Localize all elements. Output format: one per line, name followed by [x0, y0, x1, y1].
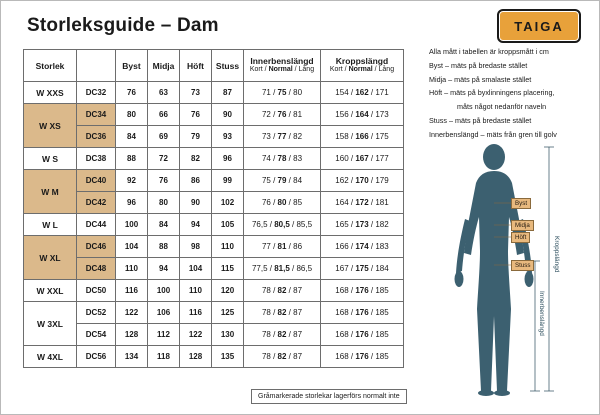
col-header-byst: Byst	[116, 50, 148, 82]
cell-dc: DC56	[77, 346, 116, 368]
cell-size-group: W XXS	[24, 82, 77, 104]
cell-innerbenslangd: 72 / 76 / 81	[244, 104, 321, 126]
cell-innerbenslangd: 74 / 78 / 83	[244, 148, 321, 170]
cell-stuss: 115	[212, 258, 244, 280]
col-header-kroppslangd-main: Kroppslängd	[335, 56, 389, 67]
cell-dc: DC44	[77, 214, 116, 236]
cell-hoft: 73	[180, 82, 212, 104]
cell-midja: 112	[148, 324, 180, 346]
cell-stuss: 87	[212, 82, 244, 104]
cell-innerbenslangd: 78 / 82 / 87	[244, 324, 321, 346]
cell-stuss: 130	[212, 324, 244, 346]
cell-stuss: 93	[212, 126, 244, 148]
cell-byst: 100	[116, 214, 148, 236]
measurement-notes	[429, 47, 597, 144]
cell-size-group: W 3XL	[24, 302, 77, 346]
cell-stuss: 125	[212, 302, 244, 324]
notes-intro: Alla mått i tabellen är kroppsmått i cm	[429, 47, 549, 56]
cell-stuss: 102	[212, 192, 244, 214]
cell-kroppslangd: 165 / 173 / 182	[321, 214, 404, 236]
cell-kroppslangd: 168 / 176 / 185	[321, 324, 404, 346]
cell-innerbenslangd: 77 / 81 / 86	[244, 236, 321, 258]
cell-kroppslangd: 162 / 170 / 179	[321, 170, 404, 192]
cell-dc: DC36	[77, 126, 116, 148]
cell-midja: 72	[148, 148, 180, 170]
note-byst: Byst – mäts på bredaste stället	[429, 60, 528, 70]
cell-byst: 128	[116, 324, 148, 346]
cell-dc: DC52	[77, 302, 116, 324]
cell-size-group: W L	[24, 214, 77, 236]
logo-text: TAIGA	[514, 18, 564, 34]
cell-hoft: 76	[180, 104, 212, 126]
col-header-innerbenslangd	[244, 50, 321, 82]
figure-label-byst: Byst	[511, 198, 531, 209]
cell-byst: 134	[116, 346, 148, 368]
cell-kroppslangd: 166 / 174 / 183	[321, 236, 404, 258]
cell-size-group: W S	[24, 148, 77, 170]
cell-innerbenslangd: 71 / 75 / 80	[244, 82, 321, 104]
col-header-innerbenslangd-sub: Kort / Normal / Lång	[249, 66, 315, 74]
cell-innerbenslangd: 75 / 79 / 84	[244, 170, 321, 192]
cell-midja: 94	[148, 258, 180, 280]
figure-label-midja: Midja	[511, 220, 534, 231]
cell-innerbenslangd: 77,5 / 81,5 / 86,5	[244, 258, 321, 280]
figure-label-kroppslangd: Kroppslängd	[553, 236, 560, 273]
cell-dc: DC54	[77, 324, 116, 346]
cell-kroppslangd: 164 / 172 / 181	[321, 192, 404, 214]
cell-byst: 92	[116, 170, 148, 192]
table-row	[24, 236, 404, 258]
cell-kroppslangd: 167 / 175 / 184	[321, 258, 404, 280]
table-row	[24, 346, 404, 368]
table-row	[24, 302, 404, 324]
cell-hoft: 104	[180, 258, 212, 280]
cell-hoft: 86	[180, 170, 212, 192]
cell-hoft: 110	[180, 280, 212, 302]
cell-kroppslangd: 158 / 166 / 175	[321, 126, 404, 148]
col-header-kroppslangd-sub: Kort / Normal / Lång	[329, 66, 395, 74]
note-innerbenslangd: Innerbenslängd – mäts från gren till golv	[429, 129, 557, 139]
cell-hoft: 94	[180, 214, 212, 236]
cell-midja: 100	[148, 280, 180, 302]
cell-size-group: W XS	[24, 104, 77, 148]
cell-dc: DC48	[77, 258, 116, 280]
cell-byst: 116	[116, 280, 148, 302]
cell-kroppslangd: 168 / 176 / 185	[321, 280, 404, 302]
col-header-innerbenslangd-main: Innerbenslängd	[250, 56, 314, 67]
cell-dc: DC38	[77, 148, 116, 170]
cell-midja: 69	[148, 126, 180, 148]
cell-stuss: 90	[212, 104, 244, 126]
col-header-hoft: Höft	[180, 50, 212, 82]
table-row	[24, 324, 404, 346]
cell-byst: 80	[116, 104, 148, 126]
cell-hoft: 90	[180, 192, 212, 214]
cell-midja: 63	[148, 82, 180, 104]
note-midja: Midja – mäts på smalaste stället	[429, 74, 532, 84]
cell-byst: 110	[116, 258, 148, 280]
cell-midja: 76	[148, 170, 180, 192]
note-stuss: Stuss – mäts på bredaste stället	[429, 115, 532, 125]
cell-dc: DC32	[77, 82, 116, 104]
cell-kroppslangd: 168 / 176 / 185	[321, 346, 404, 368]
cell-kroppslangd: 154 / 162 / 171	[321, 82, 404, 104]
cell-stuss: 96	[212, 148, 244, 170]
cell-innerbenslangd: 78 / 82 / 87	[244, 280, 321, 302]
body-figure	[431, 141, 597, 396]
cell-byst: 76	[116, 82, 148, 104]
cell-byst: 122	[116, 302, 148, 324]
table-row	[24, 126, 404, 148]
note-hoft-cont: måts något nedanför naveln	[457, 102, 547, 112]
cell-hoft: 82	[180, 148, 212, 170]
cell-dc: DC46	[77, 236, 116, 258]
taiga-logo	[497, 9, 581, 43]
figure-label-innerbenslangd: Innerbenslängd	[538, 291, 545, 336]
cell-size-group: W XXL	[24, 280, 77, 302]
cell-byst: 84	[116, 126, 148, 148]
cell-kroppslangd: 156 / 164 / 173	[321, 104, 404, 126]
cell-size-group: W 4XL	[24, 346, 77, 368]
cell-stuss: 99	[212, 170, 244, 192]
cell-hoft: 122	[180, 324, 212, 346]
table-row	[24, 82, 404, 104]
table-row	[24, 258, 404, 280]
note-hoft: Höft – mäts på byxlinningens placering,	[429, 88, 555, 98]
cell-hoft: 79	[180, 126, 212, 148]
cell-kroppslangd: 168 / 176 / 185	[321, 302, 404, 324]
cell-dc: DC34	[77, 104, 116, 126]
table-row	[24, 192, 404, 214]
cell-hoft: 128	[180, 346, 212, 368]
cell-innerbenslangd: 73 / 77 / 82	[244, 126, 321, 148]
cell-midja: 66	[148, 104, 180, 126]
cell-dc: DC40	[77, 170, 116, 192]
cell-stuss: 135	[212, 346, 244, 368]
cell-kroppslangd: 160 / 167 / 177	[321, 148, 404, 170]
col-header-midja: Midja	[148, 50, 180, 82]
size-table	[23, 49, 404, 368]
cell-midja: 88	[148, 236, 180, 258]
cell-innerbenslangd: 76 / 80 / 85	[244, 192, 321, 214]
cell-hoft: 116	[180, 302, 212, 324]
table-row	[24, 148, 404, 170]
cell-byst: 88	[116, 148, 148, 170]
table-row	[24, 104, 404, 126]
col-header-dc	[77, 50, 116, 82]
cell-stuss: 120	[212, 280, 244, 302]
cell-dc: DC50	[77, 280, 116, 302]
cell-byst: 104	[116, 236, 148, 258]
cell-midja: 106	[148, 302, 180, 324]
table-row	[24, 214, 404, 236]
figure-label-hoft: Höft	[511, 232, 530, 243]
table-row	[24, 170, 404, 192]
cell-hoft: 98	[180, 236, 212, 258]
page-title: Storleksguide – Dam	[27, 15, 219, 36]
figure-label-stuss: Stuss	[511, 260, 534, 271]
cell-innerbenslangd: 78 / 82 / 87	[244, 346, 321, 368]
cell-dc: DC42	[77, 192, 116, 214]
cell-innerbenslangd: 76,5 / 80,5 / 85,5	[244, 214, 321, 236]
cell-midja: 84	[148, 214, 180, 236]
gray-sizes-footnote: Gråmarkerade storlekar lagerförs normalt inte	[251, 389, 407, 404]
cell-byst: 96	[116, 192, 148, 214]
cell-innerbenslangd: 78 / 82 / 87	[244, 302, 321, 324]
table-body	[24, 82, 404, 368]
col-header-stuss: Stuss	[212, 50, 244, 82]
table-row	[24, 280, 404, 302]
col-header-storlek: Storlek	[24, 50, 77, 82]
table-header-row	[24, 50, 404, 82]
cell-size-group: W XL	[24, 236, 77, 280]
cell-midja: 118	[148, 346, 180, 368]
col-header-kroppslangd	[321, 50, 404, 82]
cell-midja: 80	[148, 192, 180, 214]
cell-stuss: 110	[212, 236, 244, 258]
cell-size-group: W M	[24, 170, 77, 214]
cell-stuss: 105	[212, 214, 244, 236]
